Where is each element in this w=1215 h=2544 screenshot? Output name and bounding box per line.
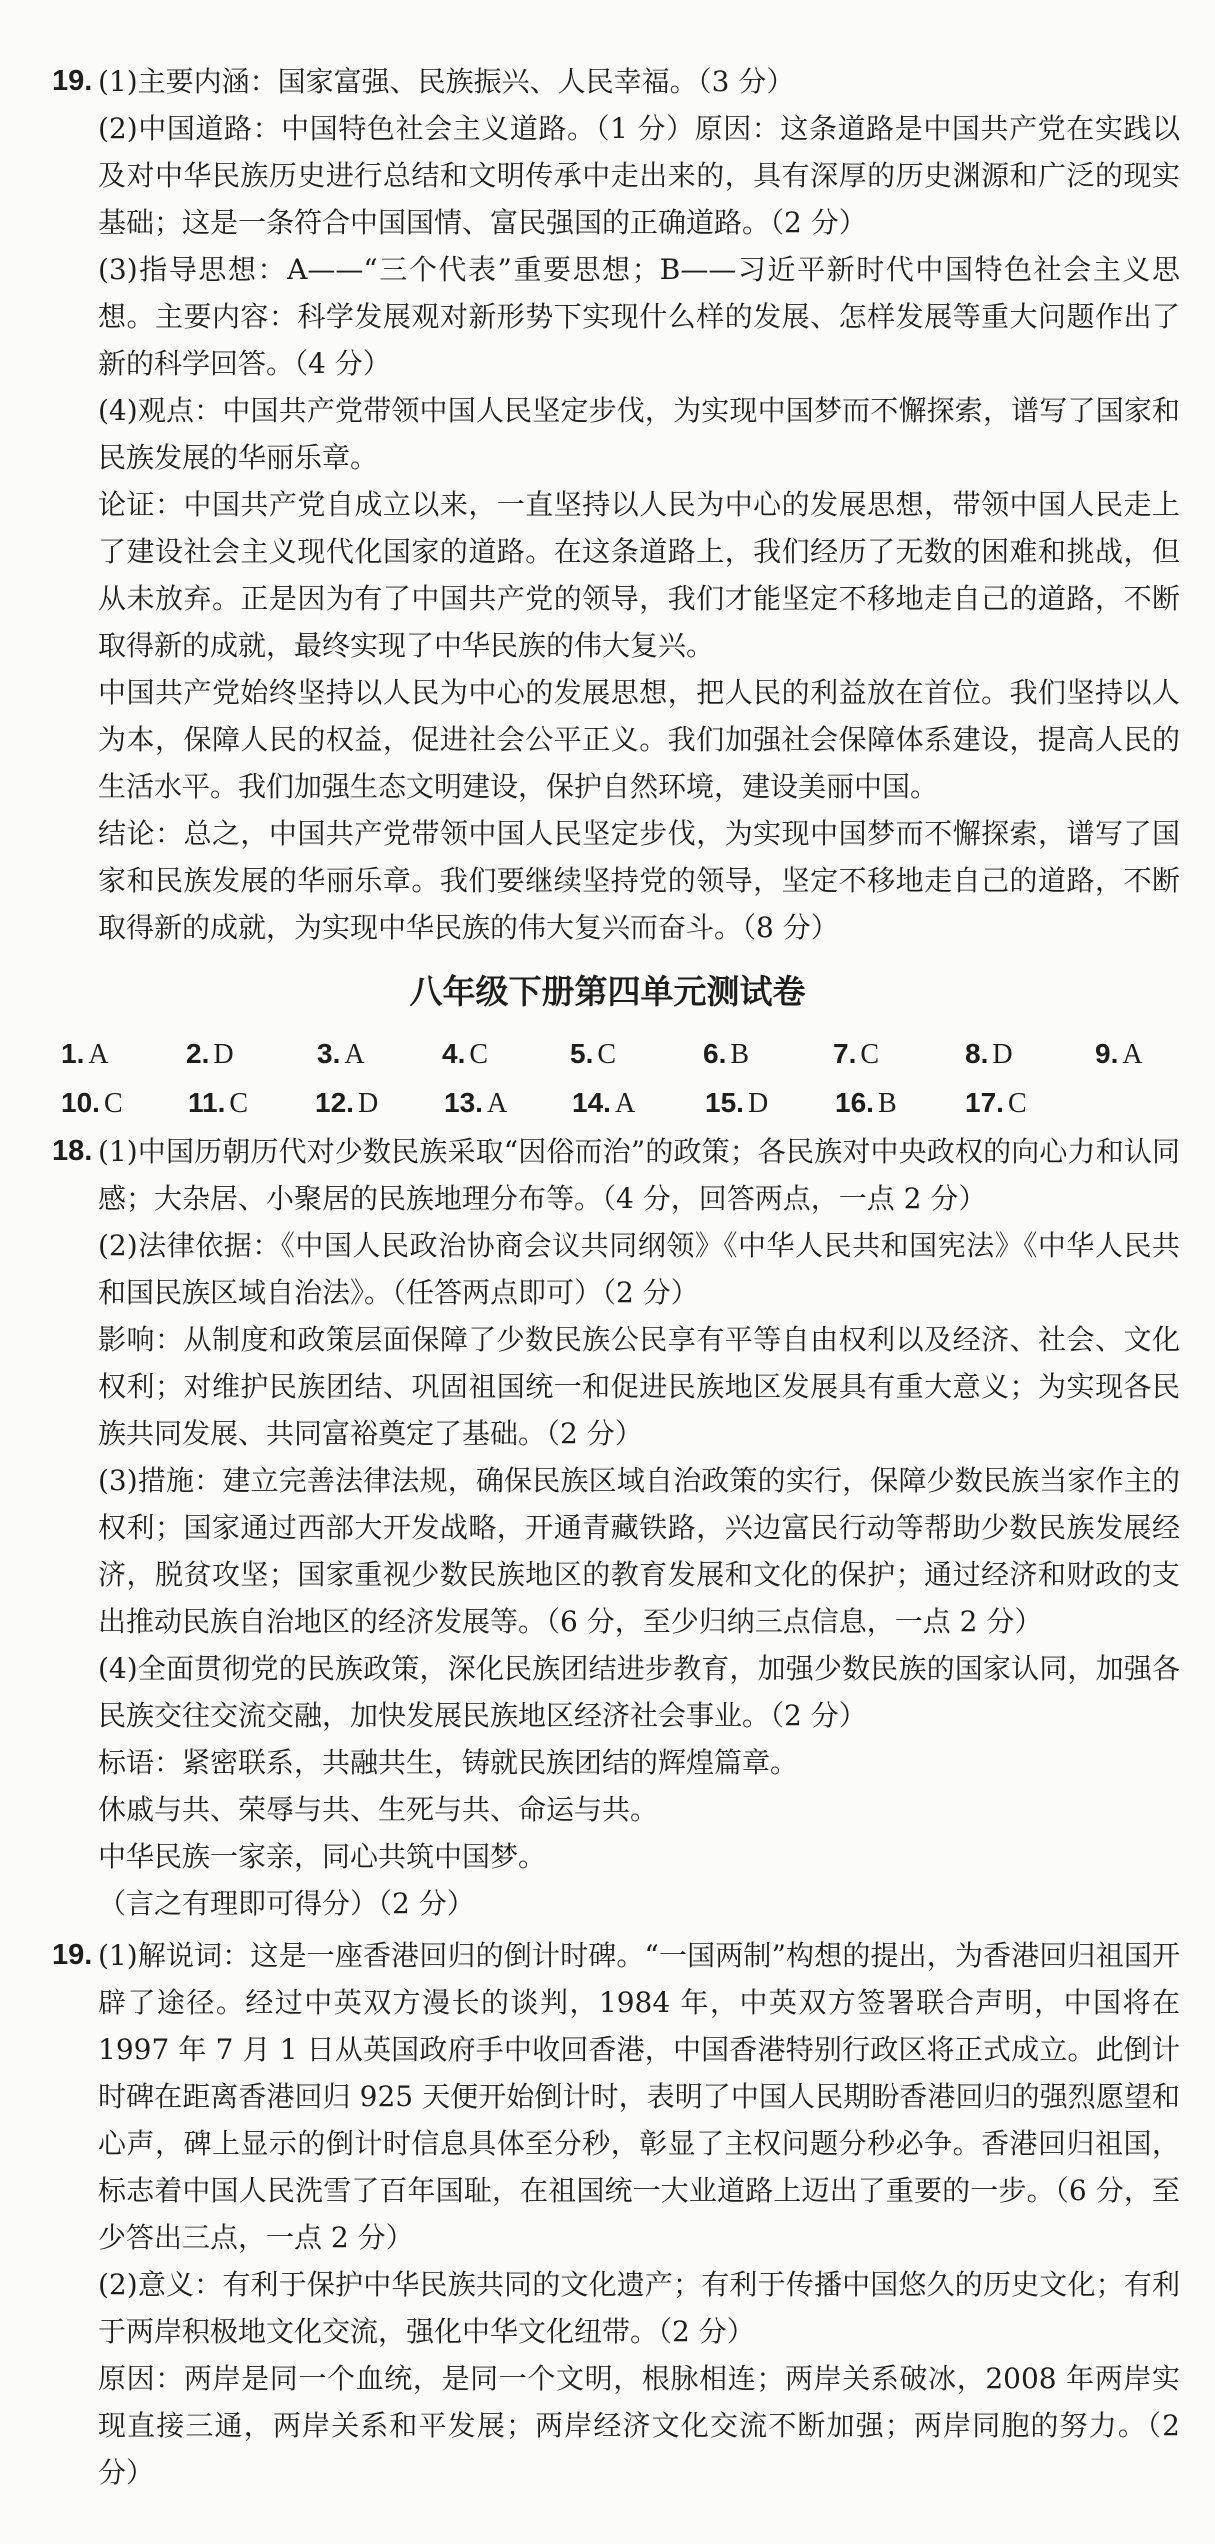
q18-part2-impact: 影响：从制度和政策层面保障了少数民族公民享有平等自由权利以及经济、社会、文化权利；对维护民族团结、巩固祖国统一和促进民族地区发展具有重大意义；为实现各民族共同发展、共同富裕奠定了基础。（2 分） bbox=[98, 1323, 1180, 1450]
mc-answer: 3. A bbox=[317, 1038, 365, 1070]
question-number: 19. bbox=[52, 65, 93, 97]
q19-part4-argument: 论证：中国共产党自成立以来，一直坚持以人民为中心的发展思想，带领中国人民走上了建设社会主义现代化国家的道路。在这条道路上，我们经历了无数的困难和挑战，但从未放弃。正是因为有了中国共产党的领导，我们才能坚定不移地走自己的道路，不断取得新的成就，最终实现了中华民族的伟大复兴。 bbox=[98, 488, 1180, 662]
q18-part4: (4)全面贯彻党的民族政策，深化民族团结进步教育，加强少数民族的国家认同，加强各民族交往交流交融，加快发展民族地区经济社会事业。（2 分） bbox=[98, 1652, 1180, 1732]
mc-answer: 10. C bbox=[61, 1087, 123, 1119]
q18-slogan-note: （言之有理即可得分）（2 分） bbox=[98, 1887, 475, 1920]
mc-answer: 5. C bbox=[570, 1038, 617, 1070]
q18-slogan-1: 标语：紧密联系，共融共生，铸就民族团结的辉煌篇章。 bbox=[98, 1746, 799, 1779]
q19-part3: (3)指导思想：A——“三个代表”重要思想；B——习近平新时代中国特色社会主义思想。主要内容：科学发展观对新形势下实现什么样的发展、怎样发展等重大问题作出了新的科学回答。（4 分） bbox=[98, 253, 1180, 380]
mc-answers-row-2 bbox=[55, 1079, 1185, 1126]
mc-answer: 9. A bbox=[1095, 1038, 1143, 1070]
mc-answer: 12. D bbox=[315, 1087, 379, 1119]
mc-answer: 17. C bbox=[965, 1087, 1027, 1119]
mc-answer: 6. B bbox=[703, 1038, 750, 1070]
mc-answer: 7. C bbox=[833, 1038, 880, 1070]
mc-answer: 2. D bbox=[186, 1038, 234, 1070]
question-number: 18. bbox=[52, 1135, 93, 1167]
q18-slogan-2: 休戚与共、荣辱与共、生死与共、命运与共。 bbox=[98, 1793, 659, 1826]
mc-answer: 15. D bbox=[705, 1087, 769, 1119]
mc-answer: 4. C bbox=[442, 1038, 489, 1070]
mc-answers-row-1 bbox=[55, 1030, 1185, 1077]
q19-part4-view: (4)观点：中国共产党带领中国人民坚定步伐，为实现中国梦而不懈探索，谱写了国家和民族发展的华丽乐章。 bbox=[98, 394, 1180, 474]
question-number: 19. bbox=[52, 1939, 93, 1971]
mc-answer: 14. A bbox=[572, 1087, 636, 1119]
q18-slogan-3: 中华民族一家亲，同心共筑中国梦。 bbox=[98, 1840, 547, 1873]
mc-answer: 8. D bbox=[965, 1038, 1013, 1070]
q19b-part2-reason: 原因：两岸是同一个血统，是同一个文明，根脉相连；两岸关系破冰，2008 年两岸实现直接三通，两岸关系和平发展；两岸经济文化交流不断加强；两岸同胞的努力。（2 分） bbox=[98, 2362, 1180, 2489]
mc-answer: 13. A bbox=[444, 1087, 508, 1119]
section-title: 八年级下册第四单元测试卷 bbox=[409, 972, 806, 1011]
q19b-part1: (1)解说词：这是一座香港回归的倒计时碑。“一国两制”构想的提出，为香港回归祖国开辟了途径。经过中英双方漫长的谈判，1984 年，中英双方签署联合声明，中国将在 1997 年 7 月 1 日从英国政府手中收回香港，中国香港特别行政区将正式成立。此倒计时碑在距离香港回归 925 天便开始倒计时，表明了中国人民期盼香港回归的强烈愿望和心声，碑上显示的倒计时信息具体至分秒，彰显了主权问题分秒必争。香港回归祖国，标志着中国人民洗雪了百年国耻，在祖国统一大业道路上迈出了重要的一步。（6 分，至少答出三点，一点 2 分） bbox=[98, 1939, 1180, 2254]
q19-part2: (2)中国道路：中国特色社会主义道路。（1 分）原因：这条道路是中国共产党在实践以及对中华民族历史进行总结和文明传承中走出来的，具有深厚的历史渊源和广泛的现实基础；这是一条符合中国国情、富民强国的正确道路。（2 分） bbox=[98, 112, 1180, 239]
mc-answer: 16. B bbox=[835, 1087, 897, 1119]
q19-part1: (1)主要内涵：国家富强、民族振兴、人民幸福。（3 分） bbox=[98, 65, 795, 98]
q19b-part2-significance: (2)意义：有利于保护中华民族共同的文化遗产；有利于传播中国悠久的历史文化；有利于两岸积极地文化交流，强化中华文化纽带。（2 分） bbox=[98, 2268, 1180, 2348]
mc-answer: 1. A bbox=[61, 1038, 109, 1070]
mc-answer: 11. C bbox=[188, 1087, 249, 1119]
q19-part4-conclusion: 结论：总之，中国共产党带领中国人民坚定步伐，为实现中国梦而不懈探索，谱写了国家和民族发展的华丽乐章。我们要继续坚持党的领导，坚定不移地走自己的道路，不断取得新的成就，为实现中华民族的伟大复兴而奋斗。（8 分） bbox=[98, 817, 1180, 944]
q18-part1: (1)中国历朝历代对少数民族采取“因俗而治”的政策；各民族对中央政权的向心力和认同感；大杂居、小聚居的民族地理分布等。（4 分，回答两点，一点 2 分） bbox=[98, 1135, 1180, 1215]
q19-part4-paragraph: 中国共产党始终坚持以人民为中心的发展思想，把人民的利益放在首位。我们坚持以人为本，保障人民的权益，促进社会公平正义。我们加强社会保障体系建设，提高人民的生活水平。我们加强生态文明建设，保护自然环境，建设美丽中国。 bbox=[98, 676, 1180, 803]
q18-part3: (3)措施：建立完善法律法规，确保民族区域自治政策的实行，保障少数民族当家作主的权利；国家通过西部大开发战略，开通青藏铁路，兴边富民行动等帮助少数民族发展经济，脱贫攻坚；国家重视少数民族地区的教育发展和文化的保护；通过经济和财政的支出推动民族自治地区的经济发展等。（6 分，至少归纳三点信息，一点 2 分） bbox=[98, 1464, 1180, 1638]
q18-part2-law: (2)法律依据：《中国人民政治协商会议共同纲领》《中华人民共和国宪法》《中华人民共和国民族区域自治法》。（任答两点即可）（2 分） bbox=[98, 1229, 1180, 1309]
